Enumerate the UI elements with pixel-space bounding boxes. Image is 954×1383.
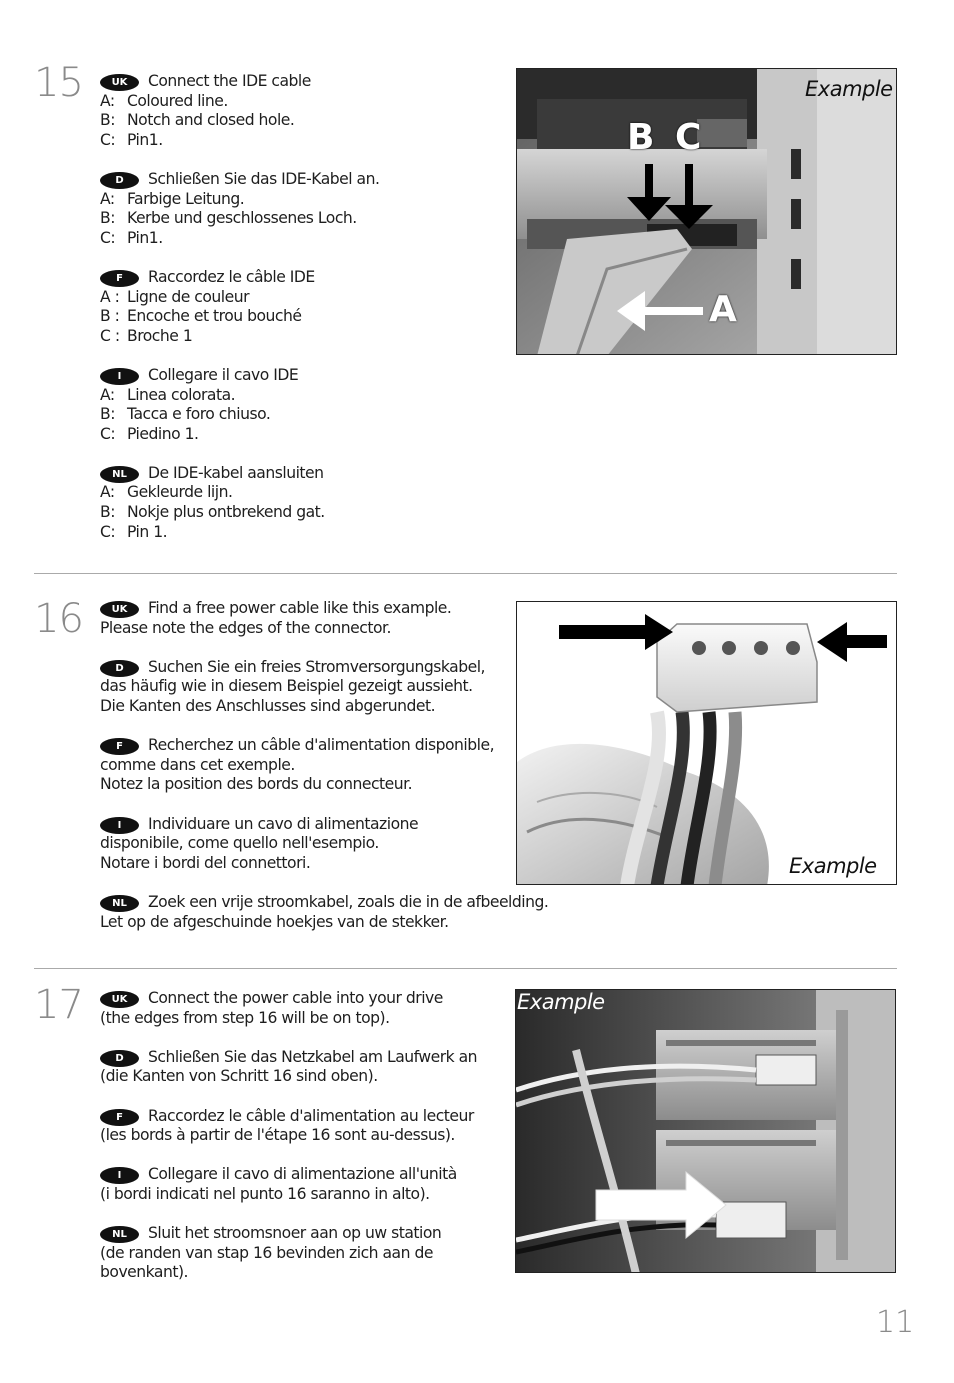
drive-power-illustration [516,990,896,1273]
language-badge: D [100,172,139,189]
language-badge: F [100,1109,139,1126]
language-badge: I [100,817,139,834]
instruction-block-uk [100,72,379,150]
instruction-block-f: F Raccordez le câble d'alimentation au lecteur (les bords à partir de l'étape 16 sont au-dessus). [100,1106,474,1145]
list-item: A : Ligne de couleur [100,287,250,306]
step-16-instructions [100,599,548,932]
instruction-block-d [100,170,379,248]
language-badge: UK [100,991,139,1008]
language-badge: UK [100,601,139,618]
instruction-block-f: F Recherchez un câble d'alimentation disponible, comme dans cet exemple. Notez la position des bords du connecteur. [100,736,495,794]
step-number: 16 [34,596,83,642]
instruction-block-f [100,268,379,346]
instruction-block-i [100,366,379,444]
instruction-block-uk: UK Connect the power cable into your drive (the edges from step 16 will be on top). [100,989,443,1027]
language-badge: NL [100,1226,139,1243]
power-connector-illustration [517,602,897,885]
instruction-block-d: D Schließen Sie das Netzkabel am Laufwerk an (die Kanten von Schritt 16 sind oben). [100,1047,478,1086]
list-item: C: Pin1. [100,130,163,149]
list-item: C : Broche 1 [100,326,193,345]
example-label: Example [789,854,877,878]
list-item: B: Nokje plus ontbrekend gat. [100,503,325,522]
list-item: B : Encoche et trou bouché [100,307,302,326]
instruction-title: Connect the IDE cable [148,72,311,90]
instruction-block-d: D Suchen Sie ein freies Stromversorgungskabel, das häufig wie in diesem Beispiel gezeigt aussieht. Die Kanten des Anschlusses sind abgerundet. [100,657,486,715]
list-item: A: Linea colorata. [100,385,236,404]
language-badge: UK [100,74,139,91]
instruction-block-i: I Individuare un cavo di alimentazione disponibile, come quello nell'esempio. Notare i bordi del connettori. [100,814,419,872]
language-badge: NL [100,466,139,483]
list-item: A: Coloured line. [100,91,228,110]
instruction-block-i: I Collegare il cavo di alimentazione all'unità (i bordi indicati nel punto 16 saranno in alto). [100,1165,457,1203]
language-badge: I [100,368,139,385]
instruction-title: Raccordez le câble IDE [148,267,315,286]
power-connector-photo [516,601,897,885]
section-divider [34,573,897,574]
instruction-block-nl: NL Sluit het stroomsnoer aan op uw station (de randen van stap 16 bevinden zich aan de bovenkant). [100,1224,442,1282]
list-item: B: Tacca e foro chiuso. [100,405,271,424]
list-item: C: Pin 1. [100,522,168,541]
callout-letter-a: A [709,289,737,330]
callout-letter-c: C [675,117,702,158]
step-number: 15 [34,60,83,106]
list-item: A: Farbige Leitung. [100,189,245,208]
step-17-instructions [100,989,477,1283]
instruction-block-nl [100,464,379,542]
language-badge: I [100,1167,139,1184]
ide-cable-illustration [517,69,897,355]
language-badge: NL [100,895,139,912]
instruction-title: Collegare il cavo IDE [148,365,299,384]
list-item: A: Gekleurde lijn. [100,483,233,502]
example-label: Example [517,990,605,1014]
ide-cable-photo [516,68,897,355]
language-badge: D [100,1050,139,1067]
page-number: 11 [876,1305,915,1340]
drive-power-photo [515,989,896,1273]
language-badge: D [100,660,139,677]
callout-letter-b: B [627,117,655,158]
instruction-block-nl: NL Zoek een vrije stroomkabel, zoals die in de afbeelding. Let op de afgeschuinde hoekjes van de stekker. [100,892,549,931]
list-item: B: Kerbe und geschlossenes Loch. [100,209,357,228]
section-divider [34,968,897,969]
step-number: 17 [34,982,83,1028]
language-badge: F [100,270,139,287]
instruction-title: De IDE-kabel aansluiten [148,463,324,482]
list-item: C: Piedino 1. [100,424,199,443]
instruction-block-uk: UK Find a free power cable like this example. Please note the edges of the connector. [100,599,452,637]
list-item: C: Pin1. [100,228,163,247]
step-15-instructions [100,72,379,542]
list-item: B: Notch and closed hole. [100,111,295,130]
instruction-title: Schließen Sie das IDE-Kabel an. [148,169,380,188]
example-label: Example [805,77,893,101]
language-badge: F [100,738,139,755]
